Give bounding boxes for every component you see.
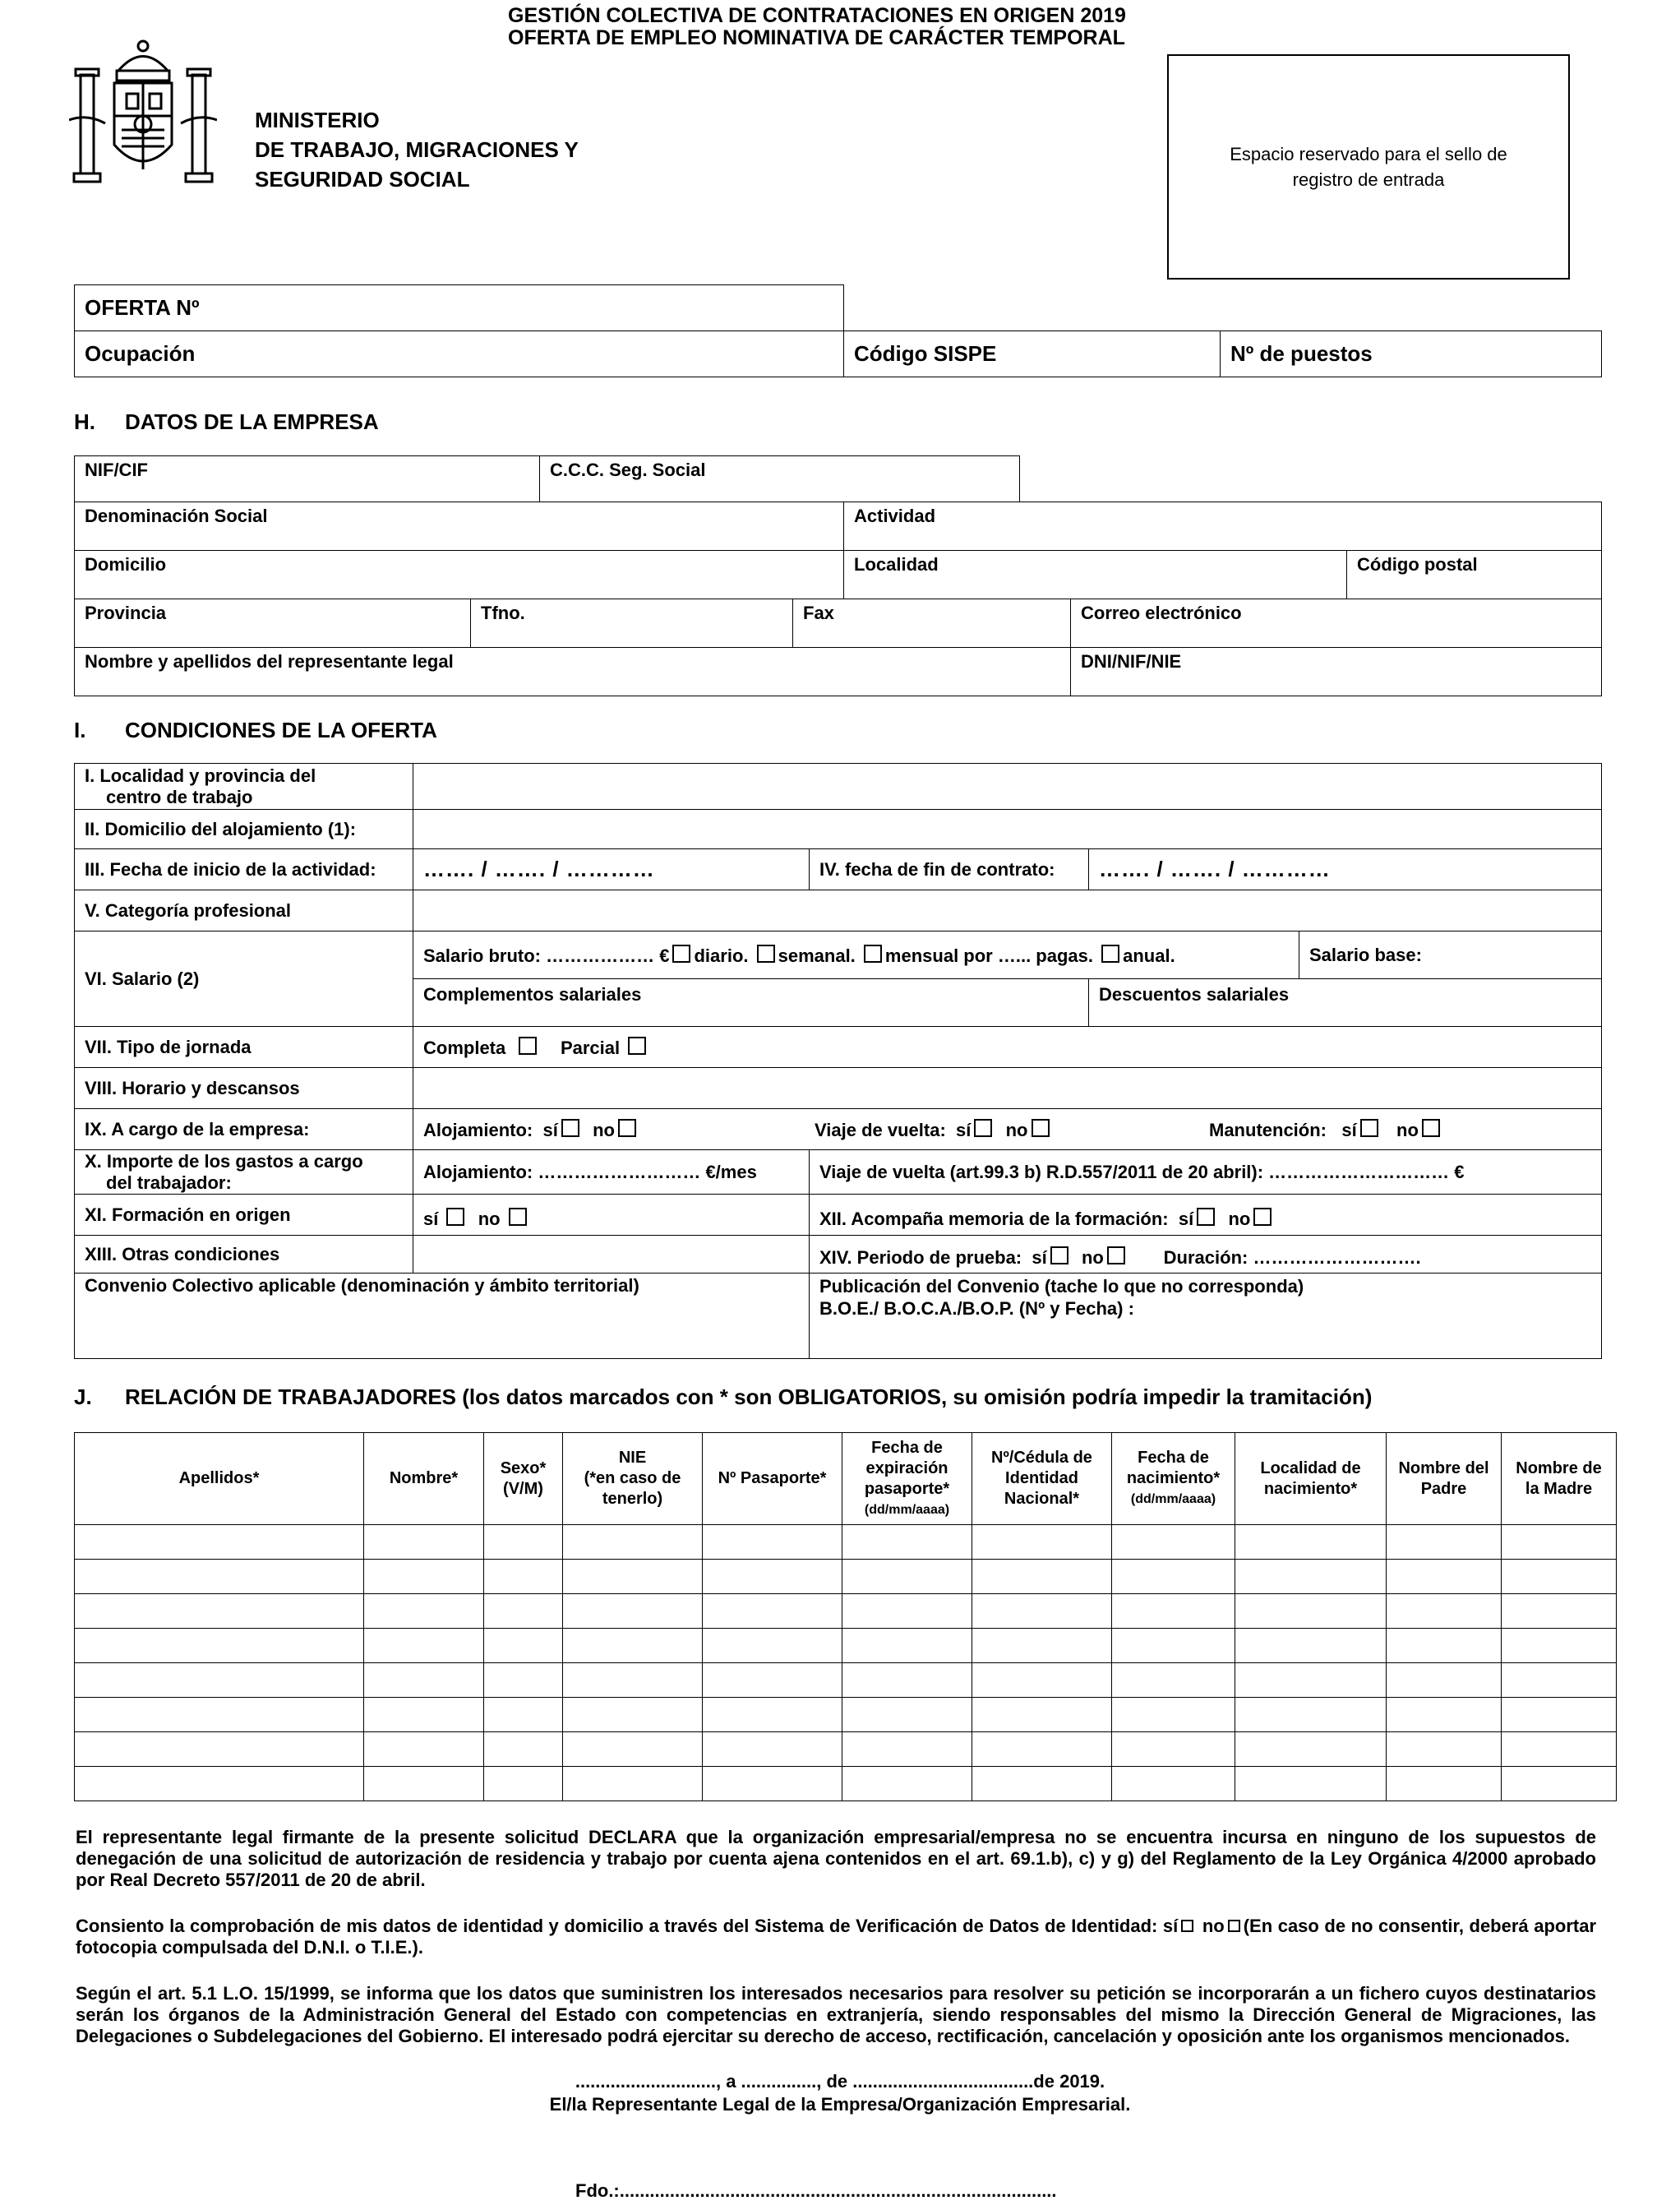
prueba-no-checkbox[interactable]	[1107, 1246, 1125, 1264]
section-h-title: H. DATOS DE LA EMPRESA	[74, 409, 379, 434]
worker-cell[interactable]	[1387, 1767, 1502, 1801]
memoria-field[interactable]: XII. Acompaña memoria de la formación: sí no	[810, 1195, 1602, 1236]
codigo-postal-field[interactable]: Código postal	[1347, 551, 1602, 599]
worker-cell[interactable]	[1502, 1698, 1617, 1732]
worker-cell[interactable]	[484, 1767, 563, 1801]
publicacion-field[interactable]: Publicación del Convenio (tache lo que no corresponda) B.O.E./ B.O.C.A./B.O.P. (Nº y Fecha) :	[810, 1274, 1602, 1359]
conditions-table	[74, 763, 1602, 1359]
worker-cell[interactable]	[1112, 1767, 1235, 1801]
coat-of-arms-icon	[69, 38, 217, 194]
completa-checkbox[interactable]	[519, 1037, 537, 1055]
row-fecha-fin-label: IV. fecha de fin de contrato:	[810, 849, 1089, 890]
worker-cell[interactable]	[364, 1560, 484, 1594]
worker-cell[interactable]	[1502, 1525, 1617, 1560]
worker-cell[interactable]	[484, 1594, 563, 1629]
manutencion-no-checkbox[interactable]	[1422, 1119, 1440, 1137]
worker-cell[interactable]	[1502, 1560, 1617, 1594]
row-formacion-label: XI. Formación en origen	[75, 1195, 413, 1236]
consiento-si-checkbox[interactable]	[1181, 1920, 1193, 1932]
formacion-no-checkbox[interactable]	[509, 1208, 527, 1226]
worker-cell[interactable]	[563, 1594, 703, 1629]
table-row	[75, 1629, 1617, 1663]
worker-cell[interactable]	[1387, 1732, 1502, 1767]
table-row	[75, 1698, 1617, 1732]
stamp-box: Espacio reservado para el sello de registro de entrada	[1167, 54, 1570, 280]
row-localidad-label: I. Localidad y provincia del centro de trabajo	[75, 764, 413, 810]
worker-cell[interactable]	[484, 1629, 563, 1663]
worker-cell[interactable]	[364, 1732, 484, 1767]
worker-cell[interactable]	[1387, 1629, 1502, 1663]
fecha-inicio-input[interactable]: ……. / ……. / …………	[413, 849, 810, 890]
denominacion-field[interactable]: Denominación Social	[75, 502, 844, 551]
worker-cell[interactable]	[1235, 1560, 1387, 1594]
worker-cell[interactable]	[703, 1560, 842, 1594]
horario-input[interactable]	[413, 1068, 1602, 1109]
ocupacion-field[interactable]: Ocupación	[75, 331, 844, 377]
fax-field[interactable]: Fax	[793, 599, 1071, 648]
worker-cell[interactable]	[1502, 1629, 1617, 1663]
worker-cell[interactable]	[1502, 1732, 1617, 1767]
worker-cell[interactable]	[75, 1525, 364, 1560]
worker-cell[interactable]	[972, 1525, 1112, 1560]
formacion-field[interactable]: sí no	[413, 1195, 810, 1236]
worker-cell[interactable]	[563, 1560, 703, 1594]
company-table-row1	[74, 455, 1020, 502]
worker-cell[interactable]	[842, 1732, 972, 1767]
worker-cell[interactable]	[842, 1663, 972, 1698]
worker-cell[interactable]	[972, 1629, 1112, 1663]
worker-cell[interactable]	[563, 1732, 703, 1767]
worker-cell[interactable]	[703, 1525, 842, 1560]
worker-cell[interactable]	[75, 1767, 364, 1801]
worker-cell[interactable]	[1387, 1663, 1502, 1698]
alojamiento-no-checkbox[interactable]	[618, 1119, 636, 1137]
worker-cell[interactable]	[1235, 1525, 1387, 1560]
form-title	[508, 5, 1126, 49]
worker-cell[interactable]	[972, 1594, 1112, 1629]
worker-cell[interactable]	[1112, 1560, 1235, 1594]
worker-cell[interactable]	[703, 1767, 842, 1801]
worker-cell[interactable]	[1112, 1525, 1235, 1560]
row-otras-label: XIII. Otras condiciones	[75, 1236, 413, 1274]
worker-cell[interactable]	[563, 1767, 703, 1801]
alojamiento-si-checkbox[interactable]	[561, 1119, 579, 1137]
lopd-paragraph: Según el art. 5.1 L.O. 15/1999, se informa que los datos que suministren los interesados necesarios para resolver su petición se incorporarán a un fichero cuyos destinatarios serán los órganos de la Administración General del Estado con competencias en extranjería, siendo responsables del mismo la Dirección General de Migraciones, las Delegaciones o Subdelegaciones del Gobierno. El interesado podrá ejercitar su derecho de acceso, rectificación, cancelación y oposición ante los organismos mencionados.	[76, 1983, 1596, 2046]
worker-cell[interactable]	[484, 1525, 563, 1560]
worker-cell[interactable]	[842, 1594, 972, 1629]
anual-checkbox[interactable]	[1101, 945, 1119, 963]
worker-cell[interactable]	[703, 1663, 842, 1698]
worker-cell[interactable]	[1502, 1767, 1617, 1801]
col-padre: Nombre del Padre	[1387, 1433, 1502, 1525]
title-line-1: GESTIÓN COLECTIVA DE CONTRATACIONES EN ORIGEN 2019	[508, 4, 1126, 27]
memoria-no-checkbox[interactable]	[1253, 1208, 1272, 1226]
worker-cell[interactable]	[484, 1732, 563, 1767]
worker-cell[interactable]	[1387, 1560, 1502, 1594]
worker-cell[interactable]	[563, 1663, 703, 1698]
row-salario-label: VI. Salario (2)	[75, 931, 413, 1027]
dni-field[interactable]: DNI/NIF/NIE	[1071, 648, 1602, 696]
worker-cell[interactable]	[1387, 1594, 1502, 1629]
actividad-field[interactable]: Actividad	[844, 502, 1602, 551]
worker-cell[interactable]	[1112, 1732, 1235, 1767]
row-a-cargo-label: IX. A cargo de la empresa:	[75, 1109, 413, 1150]
fdo-line[interactable]: Fdo.:.......................................................................................	[575, 2180, 1057, 2201]
worker-cell[interactable]	[1235, 1594, 1387, 1629]
section-i-title: I. CONDICIONES DE LA OFERTA	[74, 718, 437, 742]
salario-bruto-field[interactable]: Salario bruto: ……………… € diario. semanal. mensual por …... pagas. anual.	[413, 931, 1299, 979]
section-j-title: J. RELACIÓN DE TRABAJADORES (los datos marcados con * son OBLIGATORIOS, su omisión podría impedir la tramitación)	[74, 1384, 1373, 1409]
complementos-field[interactable]: Complementos salariales	[413, 979, 1089, 1027]
col-madre: Nombre de la Madre	[1502, 1433, 1617, 1525]
worker-cell[interactable]	[364, 1663, 484, 1698]
worker-cell[interactable]	[75, 1560, 364, 1594]
representante-field[interactable]: Nombre y apellidos del representante legal	[75, 648, 1071, 696]
signature-block	[0, 2070, 1680, 2116]
worker-cell[interactable]	[703, 1698, 842, 1732]
worker-cell[interactable]	[484, 1560, 563, 1594]
workers-header-row	[75, 1433, 1617, 1525]
row-categoria-label: V. Categoría profesional	[75, 890, 413, 931]
descuentos-field[interactable]: Descuentos salariales	[1089, 979, 1602, 1027]
worker-cell[interactable]	[842, 1525, 972, 1560]
worker-cell[interactable]	[703, 1594, 842, 1629]
puestos-field[interactable]: Nº de puestos	[1221, 331, 1602, 377]
correo-field[interactable]: Correo electrónico	[1071, 599, 1602, 648]
formacion-si-checkbox[interactable]	[446, 1208, 464, 1226]
worker-cell[interactable]	[842, 1698, 972, 1732]
jornada-field[interactable]: Completa Parcial	[413, 1027, 1602, 1068]
worker-cell[interactable]	[1235, 1698, 1387, 1732]
viaje-si-checkbox[interactable]	[974, 1119, 992, 1137]
manutencion-si-checkbox[interactable]	[1360, 1119, 1378, 1137]
prueba-si-checkbox[interactable]	[1050, 1246, 1068, 1264]
col-localidad: Localidad de nacimiento*	[1235, 1433, 1387, 1525]
memoria-si-checkbox[interactable]	[1197, 1208, 1215, 1226]
mensual-checkbox[interactable]	[864, 945, 882, 963]
row-alojamiento-label: II. Domicilio del alojamiento (1):	[75, 810, 413, 849]
worker-cell[interactable]	[842, 1560, 972, 1594]
worker-cell[interactable]	[563, 1698, 703, 1732]
consiento-no-checkbox[interactable]	[1228, 1920, 1240, 1932]
worker-cell[interactable]	[75, 1594, 364, 1629]
viaje-no-checkbox[interactable]	[1032, 1119, 1050, 1137]
col-nombre: Nombre*	[364, 1433, 484, 1525]
worker-cell[interactable]	[703, 1629, 842, 1663]
worker-cell[interactable]	[484, 1663, 563, 1698]
worker-cell[interactable]	[563, 1629, 703, 1663]
worker-cell[interactable]	[364, 1525, 484, 1560]
worker-cell[interactable]	[703, 1732, 842, 1767]
ministry-name: MINISTERIO DE TRABAJO, MIGRACIONES Y SEGURIDAD SOCIAL	[255, 108, 579, 192]
table-row	[75, 1525, 1617, 1560]
col-pasaporte: Nº Pasaporte*	[703, 1433, 842, 1525]
categoria-input[interactable]	[413, 890, 1602, 931]
worker-cell[interactable]	[1112, 1629, 1235, 1663]
row-jornada-label: VII. Tipo de jornada	[75, 1027, 413, 1068]
oferta-field[interactable]: OFERTA Nº	[75, 285, 844, 331]
parcial-checkbox[interactable]	[628, 1037, 646, 1055]
worker-cell[interactable]	[364, 1767, 484, 1801]
worker-cell[interactable]	[972, 1698, 1112, 1732]
tfno-field[interactable]: Tfno.	[471, 599, 793, 648]
worker-cell[interactable]	[1112, 1663, 1235, 1698]
worker-cell[interactable]	[842, 1629, 972, 1663]
col-apellidos: Apellidos*	[75, 1433, 364, 1525]
worker-cell[interactable]	[364, 1594, 484, 1629]
worker-cell[interactable]	[1387, 1525, 1502, 1560]
table-row	[75, 1663, 1617, 1698]
worker-cell[interactable]	[1235, 1629, 1387, 1663]
worker-cell[interactable]	[1112, 1594, 1235, 1629]
worker-cell[interactable]	[75, 1629, 364, 1663]
worker-cell[interactable]	[484, 1698, 563, 1732]
col-expiracion: Fecha de expiración pasaporte* (dd/mm/aaaa)	[842, 1433, 972, 1525]
worker-cell[interactable]	[1112, 1698, 1235, 1732]
sispe-field[interactable]: Código SISPE	[844, 331, 1221, 377]
row-importe-label: X. Importe de los gastos a cargo del trabajador:	[75, 1150, 413, 1195]
alojamiento-importe-field[interactable]: Alojamiento: ……………………… €/mes	[413, 1150, 810, 1195]
diario-checkbox[interactable]	[672, 945, 690, 963]
nif-field[interactable]: NIF/CIF	[75, 456, 540, 502]
worker-cell[interactable]	[364, 1629, 484, 1663]
worker-cell[interactable]	[75, 1732, 364, 1767]
worker-cell[interactable]	[1235, 1732, 1387, 1767]
row-fecha-inicio-label: III. Fecha de inicio de la actividad:	[75, 849, 413, 890]
convenio-field[interactable]: Convenio Colectivo aplicable (denominación y ámbito territorial)	[75, 1274, 810, 1359]
col-nie: NIE (*en caso de tenerlo)	[563, 1433, 703, 1525]
worker-cell[interactable]	[364, 1698, 484, 1732]
col-cedula: Nº/Cédula de Identidad Nacional*	[972, 1433, 1112, 1525]
workers-table	[74, 1432, 1617, 1801]
provincia-field[interactable]: Provincia	[75, 599, 471, 648]
semanal-checkbox[interactable]	[757, 945, 775, 963]
fecha-fin-input[interactable]: ……. / ……. / …………	[1089, 849, 1602, 890]
worker-cell[interactable]	[1502, 1594, 1617, 1629]
worker-cell[interactable]	[75, 1698, 364, 1732]
company-table	[74, 502, 1602, 551]
worker-cell[interactable]	[842, 1767, 972, 1801]
worker-cell[interactable]	[972, 1560, 1112, 1594]
worker-cell[interactable]	[972, 1732, 1112, 1767]
col-nacimiento: Fecha de nacimiento* (dd/mm/aaaa)	[1112, 1433, 1235, 1525]
declaracion-paragraph: El representante legal firmante de la presente solicitud DECLARA que la organización empresarial/empresa no se encuentra incursa en ninguno de los supuestos de denegación de una solicitud de autorización de residencia y trabajo por cuenta ajena contenidos en el art. 69.1.b), c) y g) del Reglamento de la Ley Orgánica 4/2000 aprobado por Real Decreto 557/2011 de 20 de abril.	[76, 1827, 1596, 1890]
fecha-line[interactable]: ............................, a ..............., de ....................................de 2019.	[575, 2071, 1105, 2092]
worker-cell[interactable]	[563, 1525, 703, 1560]
title-line-2: OFERTA DE EMPLEO NOMINATIVA DE CARÁCTER TEMPORAL	[508, 26, 1125, 49]
worker-cell[interactable]	[972, 1663, 1112, 1698]
offer-table	[74, 284, 1602, 377]
localidad-centro-input[interactable]	[413, 764, 1602, 810]
worker-cell[interactable]	[1387, 1698, 1502, 1732]
consentimiento-paragraph: Consiento la comprobación de mis datos de identidad y domicilio a través del Sistema de Verificación de Datos de Identidad: sí no (En caso de no consentir, deberá aportar fotocopia compulsada del D.N.I. o T.I.E.).	[76, 1916, 1597, 1958]
worker-cell[interactable]	[1502, 1663, 1617, 1698]
table-row	[75, 1767, 1617, 1801]
domicilio-field[interactable]: Domicilio	[75, 551, 844, 599]
localidad-field[interactable]: Localidad	[844, 551, 1347, 599]
table-row	[75, 1732, 1617, 1767]
table-row	[75, 1594, 1617, 1629]
salario-base-field[interactable]: Salario base:	[1299, 931, 1602, 979]
a-cargo-field[interactable]: Alojamiento: sí no Viaje de vuelta: sí no Manutención: sí no	[413, 1109, 1602, 1150]
firma-label: El/la Representante Legal de la Empresa/Organización Empresarial.	[549, 2094, 1131, 2115]
viaje-importe-field[interactable]: Viaje de vuelta (art.99.3 b) R.D.557/2011 de 20 abril): ………………………… €	[810, 1150, 1602, 1195]
otras-input[interactable]	[413, 1236, 810, 1274]
periodo-prueba-field[interactable]: XIV. Periodo de prueba: sí no Duración: ……………………….	[810, 1236, 1602, 1274]
worker-cell[interactable]	[1235, 1767, 1387, 1801]
worker-cell[interactable]	[1235, 1663, 1387, 1698]
table-row	[75, 1560, 1617, 1594]
domicilio-alojamiento-input[interactable]	[413, 810, 1602, 849]
col-sexo: Sexo* (V/M)	[484, 1433, 563, 1525]
worker-cell[interactable]	[972, 1767, 1112, 1801]
worker-cell[interactable]	[75, 1663, 364, 1698]
ccc-field[interactable]: C.C.C. Seg. Social	[540, 456, 1020, 502]
row-horario-label: VIII. Horario y descansos	[75, 1068, 413, 1109]
